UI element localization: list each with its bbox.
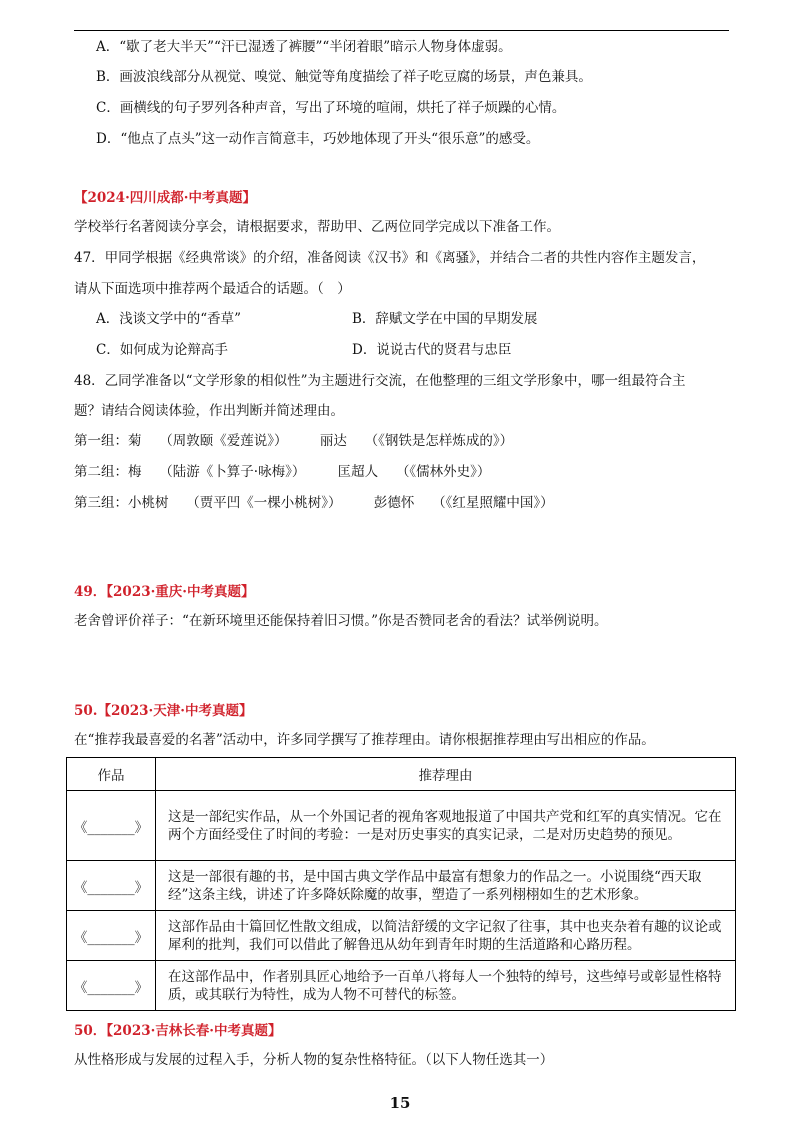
group-2-work1: （陆游《卜算子·咏梅》） [159,464,306,480]
table-header-reason: 推荐理由 [156,758,736,791]
q46-option-a: A．“歇了老大半天”“汗已湿透了裤腰”“半闭着眼”暗示人物身体虚弱。 [96,39,512,55]
group-3-work2: （《红星照耀中国》） [432,495,554,511]
recommendation-table [66,757,736,1011]
q48-stem-line2: 题？请结合阅读体验，作出判断并简述理由。 [74,403,344,419]
q47-stem-line1: 47．甲同学根据《经典常谈》的介绍，准备阅读《汉书》和《离骚》，并结合二者的共性内容作主题发言， [74,250,706,266]
group-3-label: 第三组：小桃树 [74,495,169,511]
q46-option-d: D．“他点了点头”这一动作言简意丰，巧妙地体现了开头“很乐意”的感受。 [96,131,540,147]
group-3 [74,494,554,512]
group-2 [74,463,490,481]
work-blank: 《_______》 [67,861,156,911]
work-blank: 《_______》 [67,791,156,861]
q46-option-b: B．画波浪线部分从视觉、嗅觉、触觉等角度描绘了祥子吃豆腐的场景，声色兼具。 [96,69,592,85]
table-row [67,861,736,911]
table-row [67,911,736,961]
q50-jilin-source-tag: 50．【2023·吉林长春·中考真题】 [74,1023,282,1039]
top-rule [74,30,729,31]
reason-text: 这是一部纪实作品，从一个外国记者的视角客观地报道了中国共产党和红军的真实情况。它在两个方面经受住了时间的考验：一是对历史事实的真实记录，二是对历史趋势的预见。 [156,791,736,861]
q49-source-tag: 49．【2023·重庆·中考真题】 [74,584,255,600]
q50-tianjin-intro: 在“推荐我最喜爱的名著”活动中，许多同学撰写了推荐理由。请你根据推荐理由写出相应的作品。 [74,732,655,748]
table-header-work: 作品 [67,758,156,791]
group-2-name2: 匡超人 [337,464,379,480]
q47-option-b: B．辞赋文学在中国的早期发展 [352,311,538,327]
work-blank: 《_______》 [67,961,156,1011]
q48-stem-line1: 48．乙同学准备以“文学形象的相似性”为主题进行交流，在他整理的三组文学形象中，哪一组最符合主 [74,373,686,389]
reason-text: 在这部作品中，作者别具匠心地给予一百单八将每人一个独特的绰号，这些绰号或彰显性格特质，或其联行为特性，成为人物不可替代的标签。 [156,961,736,1011]
q50-jilin-text: 从性格形成与发展的过程入手，分析人物的复杂性格特征。（以下人物任选其一） [74,1052,554,1068]
chengdu-intro: 学校举行名著阅读分享会，请根据要求，帮助甲、乙两位同学完成以下准备工作。 [74,219,560,235]
page-number: 15 [389,1094,411,1112]
group-1-name2: 丽达 [319,433,347,449]
q49-text: 老舍曾评价祥子：“在新环境里还能保持着旧习惯。”你是否赞同老舍的看法？试举例说明。 [74,613,608,629]
reason-text: 这部作品由十篇回忆性散文组成，以简洁舒缓的文字记叙了往事，其中也夹杂着有趣的议论或犀利的批判，我们可以借此了解鲁迅从幼年到青年时期的生活道路和心路历程。 [156,911,736,961]
group-1 [74,432,513,450]
work-blank: 《_______》 [67,911,156,961]
group-3-work1: （贾平凹《一棵小桃树》） [186,495,342,511]
table-row [67,961,736,1011]
q46-option-c: C．画横线的句子罗列各种声音，写出了环境的喧闹，烘托了祥子烦躁的心情。 [96,100,566,116]
reason-text: 这是一部很有趣的书，是中国古典文学作品中最富有想象力的作品之一。小说围绕“西天取经”这条主线，讲述了许多降妖除魔的故事，塑造了一系列栩栩如生的艺术形象。 [156,861,736,911]
table-header-row [67,758,736,791]
group-2-work2: （《儒林外史》） [395,464,491,480]
q47-option-c: C．如何成为论辩高手 [96,342,228,358]
chengdu-source-tag: 【2024·四川成都·中考真题】 [74,190,256,206]
q47-option-a: A．浅谈文学中的“香草” [96,311,242,327]
q50-tianjin-source-tag: 50.【2023·天津·中考真题】 [74,703,253,719]
q47-stem-line2: 请从下面选项中推荐两个最适合的话题。（ ） [74,281,351,297]
group-1-work2: （《钢铁是怎样炼成的》） [364,433,514,449]
table-row [67,791,736,861]
group-1-work1: （周敦颐《爱莲说》） [159,433,288,449]
group-2-label: 第二组：梅 [74,464,142,480]
q47-option-d: D．说说古代的贤君与忠臣 [352,342,512,358]
group-3-name2: 彭德怀 [373,495,415,511]
group-1-label: 第一组：菊 [74,433,142,449]
